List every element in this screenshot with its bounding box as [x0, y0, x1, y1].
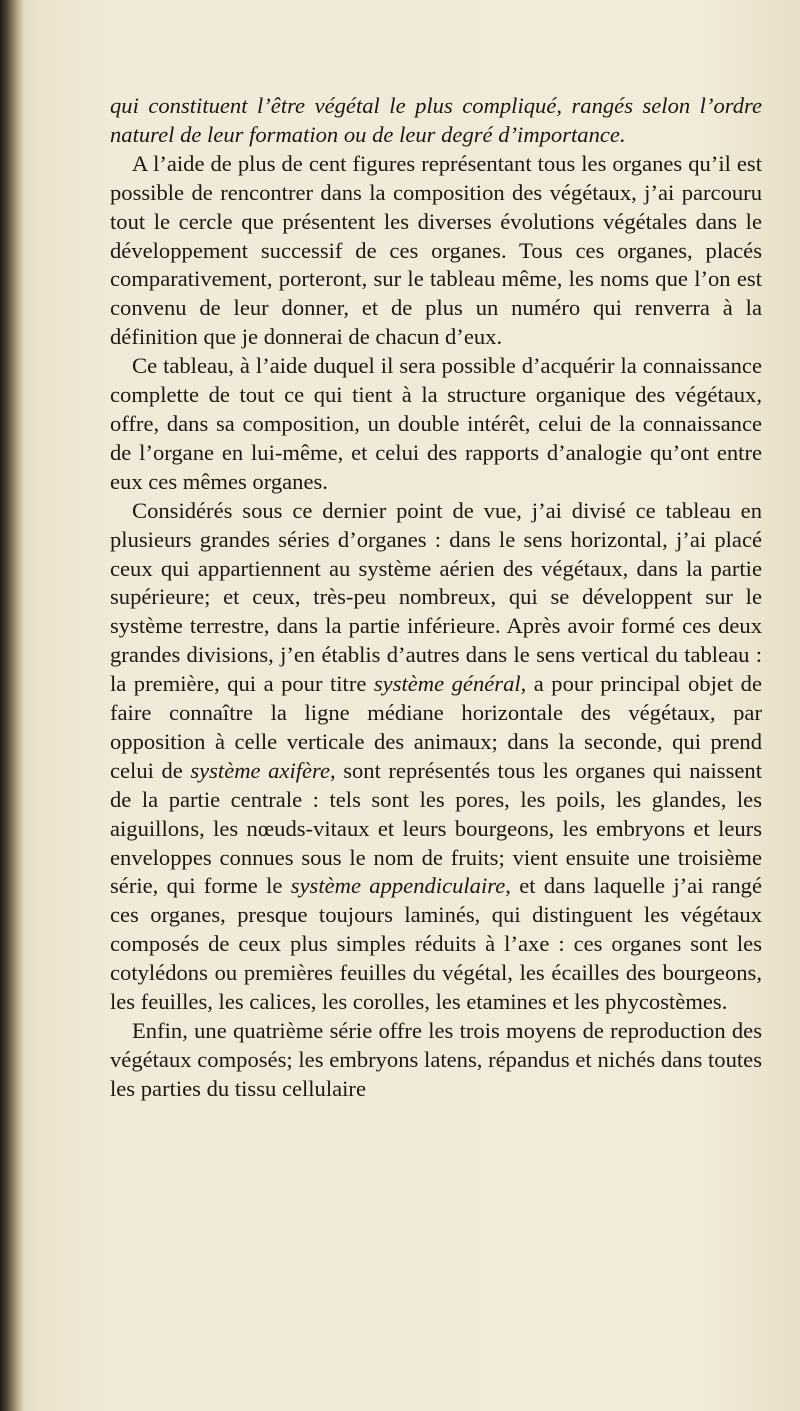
text-run: , et dans laquelle j’ai rangé ces organes, presque toujours laminés, qui distinguent les végétaux composés de ceux plus simples réduits à l’axe : ces organes sont les cotylédons ou premières feuilles du végétal, les écailles des bourgeons, les feuilles, les calices, les corolles, les etamines et les phycostèmes.	[110, 873, 762, 1015]
text-run: , sont représentés tous les organes qui naissent de la partie centrale : tels sont les pores, les poils, les glandes, les aiguillons, les nœuds-vitaux et leurs bourgeons, les embryons et leurs enveloppes connues sous le nom de fruits; vient ensuite une troisième série, qui forme le	[110, 757, 762, 899]
text-run: A l’aide de plus de cent figures représentant tous les organes qu’il est possible de rencontrer dans la composition des végétaux, j’ai parcouru tout le cercle que présentent les diverses évolutions végétales dans le développement successif de ces organes. Tous ces organes, placés comparativement, porteront, sur le tableau même, les noms que l’on est convenu de leur donner, et de plus un numéro qui renverra à la définition que je donnerai de chacun d’eux.	[110, 150, 762, 350]
italic-text: qui constituent l’être végétal le plus compliqué, rangés selon l’ordre naturel de leur formation ou de leur degré d’importance.	[110, 93, 762, 147]
paragraph	[110, 497, 762, 1017]
italic-text: système axifère	[190, 757, 331, 783]
paragraph	[110, 92, 762, 150]
text-run: , a pour principal objet de faire connaître la ligne médiane horizontale des végétaux, par opposition à celle verticale des animaux; dans la seconde, qui prend celui de	[110, 671, 762, 783]
text-run: Considérés sous ce dernier point de vue, j’ai divisé ce tableau en plusieurs grandes séries d’organes : dans le sens horizontal, j’ai placé ceux qui appartiennent au système aérien des végétaux, dans la partie supérieure; et ceux, très-peu nombreux, qui se développent sur le système terrestre, dans la partie inférieure. Après avoir formé ces deux grandes divisions, j’en établis d’autres dans le sens vertical du tableau : la première, qui a pour titre	[110, 497, 762, 697]
text-run: Ce tableau, à l’aide duquel il sera possible d’acquérir la connaissance complette de tout ce qui tient à la structure organique des végétaux, offre, dans sa composition, un double intérêt, celui de la connaissance de l’organe en lui-même, et celui des rapports d’analogie qu’ont entre eux ces mêmes organes.	[110, 353, 762, 494]
italic-text: système appendiculaire	[290, 873, 506, 899]
italic-text: système général	[373, 671, 521, 697]
text-run: Enfin, une quatrième série offre les trois moyens de reproduction des végétaux composés; les embryons latens, répandus et nichés dans toutes les parties du tissu cellulaire	[110, 1018, 762, 1101]
paragraph	[110, 150, 762, 352]
paragraph	[110, 352, 762, 497]
paragraph	[110, 1017, 762, 1104]
book-spine-shadow	[0, 0, 24, 1411]
text-block	[110, 92, 762, 1104]
